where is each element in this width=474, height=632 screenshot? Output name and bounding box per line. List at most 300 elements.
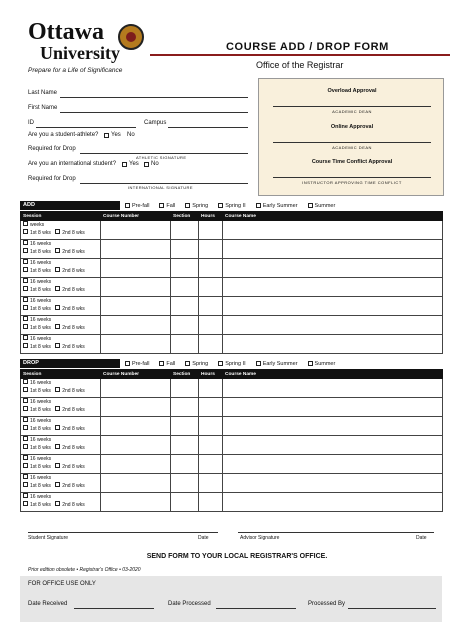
term-label: Summer (314, 360, 336, 367)
session-halves (23, 463, 98, 471)
first-half-label: 1st 8 wks (30, 501, 51, 508)
term-label: Pre-fall (132, 360, 150, 367)
course-name-cell[interactable] (223, 398, 443, 417)
checkbox[interactable] (308, 361, 313, 366)
hours-cell[interactable] (199, 398, 223, 417)
second-half-label: 2nd 8 wks (62, 305, 85, 312)
no-label: No (151, 161, 159, 167)
checkbox[interactable] (23, 455, 28, 460)
hours-cell[interactable] (199, 240, 223, 259)
date-label: Date (198, 535, 209, 541)
table-row (21, 455, 443, 474)
checkbox[interactable] (23, 474, 28, 479)
academic-dean-caption: ACADEMIC DEAN (332, 109, 372, 114)
student-signature-label: Student Signature (28, 535, 69, 541)
hours-cell[interactable] (199, 417, 223, 436)
athletic-signature-caption: ATHLETIC SIGNATURE (136, 155, 187, 160)
session-weeks[interactable] (23, 259, 98, 267)
checkbox[interactable] (23, 240, 28, 245)
checkbox[interactable] (218, 361, 223, 366)
session-halves (23, 444, 98, 452)
checkbox[interactable] (185, 203, 190, 208)
section-cell[interactable] (171, 455, 199, 474)
checkbox[interactable] (23, 436, 28, 441)
session-halves (23, 305, 98, 313)
session-weeks[interactable] (23, 474, 98, 482)
intl-signature-field[interactable] (80, 183, 248, 184)
checkbox[interactable] (23, 229, 28, 234)
add-term-options (120, 201, 442, 210)
section-cell[interactable] (171, 221, 199, 240)
drop-term-options (120, 359, 442, 368)
session-halves (23, 229, 98, 237)
weeks-label: 16 weeks (30, 399, 52, 405)
yes-label: Yes (129, 161, 139, 167)
course-name-cell[interactable] (223, 493, 443, 512)
hours-cell[interactable] (199, 379, 223, 398)
table-row (21, 240, 443, 259)
course-number-cell[interactable] (101, 398, 171, 417)
section-cell[interactable] (171, 379, 199, 398)
hours-cell[interactable] (199, 493, 223, 512)
first-half-label: 1st 8 wks (30, 343, 51, 350)
column-header-session: Session (21, 370, 101, 379)
course-number-cell[interactable] (101, 493, 171, 512)
checkbox[interactable] (308, 203, 313, 208)
checkbox[interactable] (23, 286, 28, 291)
table-row (21, 417, 443, 436)
first-half-label: 1st 8 wks (30, 406, 51, 413)
second-half-label: 2nd 8 wks (62, 286, 85, 293)
first-half-label: 1st 8 wks (30, 324, 51, 331)
intl-yes-option[interactable] (122, 161, 139, 167)
weeks-label: 16 weeks (30, 241, 52, 247)
logo-wordmark-sub: University (40, 43, 120, 63)
form-title: COURSE ADD / DROP FORM (226, 41, 389, 53)
course-number-cell[interactable] (101, 474, 171, 493)
add-term-option[interactable] (120, 201, 154, 210)
weeks-label: 16 weeks (30, 336, 52, 342)
advisor-signature-label: Advisor Signature (240, 535, 280, 541)
section-cell[interactable] (171, 240, 199, 259)
column-header-course-name: Course Name (223, 370, 443, 379)
checkbox[interactable] (55, 444, 60, 449)
session-cell (21, 398, 101, 417)
checkbox[interactable] (23, 463, 28, 468)
drop-term-option[interactable] (251, 359, 303, 368)
session-halves (23, 482, 98, 490)
section-cell[interactable] (171, 417, 199, 436)
add-term-option[interactable] (303, 201, 341, 210)
session-halves (23, 248, 98, 256)
checkbox[interactable] (55, 387, 60, 392)
column-header-course-number: Course Number (101, 370, 171, 379)
second-half-label: 2nd 8 wks (62, 425, 85, 432)
session-weeks[interactable] (23, 493, 98, 501)
session-cell (21, 493, 101, 512)
add-term-option[interactable] (213, 201, 250, 210)
checkbox[interactable] (256, 203, 261, 208)
hours-cell[interactable] (199, 455, 223, 474)
table-row (21, 493, 443, 512)
hours-cell[interactable] (199, 259, 223, 278)
course-name-cell[interactable] (223, 436, 443, 455)
overload-signature-line[interactable] (273, 106, 431, 107)
hours-cell[interactable] (199, 335, 223, 354)
athletic-signature-field[interactable] (80, 153, 248, 154)
academic-dean-caption: ACADEMIC DEAN (332, 145, 372, 150)
table-row (21, 259, 443, 278)
weeks-label: weeks (30, 222, 45, 228)
tagline: Prepare for a Life of Significance (28, 67, 123, 74)
session-halves (23, 286, 98, 294)
course-number-cell[interactable] (101, 335, 171, 354)
course-number-cell[interactable] (101, 417, 171, 436)
course-number-cell[interactable] (101, 259, 171, 278)
intl-signature-caption: INTERNATIONAL SIGNATURE (128, 185, 193, 190)
athlete-yes-option[interactable] (104, 132, 121, 138)
drop-course-table (20, 369, 443, 512)
session-weeks[interactable] (23, 316, 98, 324)
session-cell (21, 436, 101, 455)
date-received-label: Date Received (28, 601, 68, 607)
course-number-cell[interactable] (101, 240, 171, 259)
term-label: Spring (192, 202, 209, 209)
hours-cell[interactable] (199, 297, 223, 316)
second-half-label: 2nd 8 wks (62, 406, 85, 413)
table-row (21, 436, 443, 455)
session-cell (21, 259, 101, 278)
course-name-cell[interactable] (223, 379, 443, 398)
first-half-label: 1st 8 wks (30, 286, 51, 293)
checkbox[interactable] (23, 406, 28, 411)
session-weeks[interactable] (23, 335, 98, 343)
table-row (21, 297, 443, 316)
checkbox[interactable] (122, 162, 127, 167)
session-halves (23, 324, 98, 332)
checkbox[interactable] (23, 379, 28, 384)
checkbox[interactable] (218, 203, 223, 208)
section-cell[interactable] (171, 398, 199, 417)
checkbox[interactable] (23, 482, 28, 487)
section-cell[interactable] (171, 335, 199, 354)
logo-wordmark: Ottawa (28, 19, 104, 45)
date-received-field[interactable] (74, 608, 154, 609)
checkbox[interactable] (23, 305, 28, 310)
checkbox[interactable] (23, 444, 28, 449)
drop-term-option[interactable] (154, 359, 180, 368)
add-section-bar (20, 201, 442, 210)
column-header-hours: Hours (199, 212, 223, 221)
first-half-label: 1st 8 wks (30, 267, 51, 274)
checkbox[interactable] (185, 361, 190, 366)
checkbox[interactable] (23, 278, 28, 283)
student-signature-field[interactable] (28, 532, 218, 533)
drop-table-header (21, 370, 443, 379)
university-seal-icon (118, 24, 144, 50)
hours-cell[interactable] (199, 278, 223, 297)
course-number-cell[interactable] (101, 436, 171, 455)
online-approval-title: Online Approval (330, 124, 374, 130)
term-label: Spring II (225, 360, 246, 367)
hours-cell[interactable] (199, 474, 223, 493)
checkbox[interactable] (23, 316, 28, 321)
required-drop-label-2: Required for Drop (28, 176, 76, 182)
drop-term-option[interactable] (120, 359, 154, 368)
section-cell[interactable] (171, 259, 199, 278)
first-half-label: 1st 8 wks (30, 425, 51, 432)
weeks-label: 16 weeks (30, 279, 52, 285)
office-name: Office of the Registrar (256, 60, 344, 70)
last-name-field[interactable] (60, 97, 248, 98)
course-number-cell[interactable] (101, 455, 171, 474)
first-half-label: 1st 8 wks (30, 444, 51, 451)
session-weeks[interactable] (23, 240, 98, 248)
second-half-label: 2nd 8 wks (62, 343, 85, 350)
section-cell[interactable] (171, 297, 199, 316)
weeks-label: 16 weeks (30, 494, 52, 500)
office-use-title: FOR OFFICE USE ONLY (28, 581, 96, 587)
online-signature-line[interactable] (273, 142, 431, 143)
id-field[interactable] (36, 127, 136, 128)
course-name-cell[interactable] (223, 278, 443, 297)
weeks-label: 16 weeks (30, 475, 52, 481)
processed-by-label: Processed By (308, 601, 346, 607)
section-cell[interactable] (171, 493, 199, 512)
hours-cell[interactable] (199, 316, 223, 335)
yes-label: Yes (111, 132, 121, 138)
course-name-cell[interactable] (223, 335, 443, 354)
course-name-cell[interactable] (223, 316, 443, 335)
session-cell (21, 379, 101, 398)
checkbox[interactable] (55, 305, 60, 310)
weeks-label: 16 weeks (30, 380, 52, 386)
checkbox[interactable] (23, 259, 28, 264)
session-cell (21, 240, 101, 259)
term-label: Fall (166, 202, 176, 209)
session-cell (21, 474, 101, 493)
add-label: ADD (23, 202, 35, 208)
title-rule (150, 54, 450, 56)
course-name-cell[interactable] (223, 259, 443, 278)
course-name-cell[interactable] (223, 221, 443, 240)
course-number-cell[interactable] (101, 221, 171, 240)
instructor-caption: INSTRUCTOR APPROVING TIME CONFLICT (302, 180, 402, 185)
table-row (21, 278, 443, 297)
column-header-course-name: Course Name (223, 212, 443, 221)
drop-term-option[interactable] (303, 359, 341, 368)
course-number-cell[interactable] (101, 379, 171, 398)
campus-field[interactable] (168, 127, 248, 128)
checkbox[interactable] (23, 221, 28, 226)
athlete-question: Are you a student-athlete? (28, 132, 99, 138)
checkbox[interactable] (55, 286, 60, 291)
checkbox[interactable] (104, 133, 109, 138)
checkbox[interactable] (23, 297, 28, 302)
send-instruction: SEND FORM TO YOUR LOCAL REGISTRAR'S OFFICE. (146, 553, 328, 560)
session-halves (23, 425, 98, 433)
session-weeks[interactable] (23, 455, 98, 463)
section-cell[interactable] (171, 278, 199, 297)
edition-note: Prior edition obsolete • Registrar's Office • 03-2020 (28, 567, 141, 573)
session-cell (21, 335, 101, 354)
checkbox[interactable] (55, 229, 60, 234)
session-weeks[interactable] (23, 417, 98, 425)
drop-section-bar (20, 359, 442, 368)
session-weeks[interactable] (23, 278, 98, 286)
second-half-label: 2nd 8 wks (62, 248, 85, 255)
checkbox[interactable] (55, 425, 60, 430)
term-label: Early Summer (262, 360, 298, 367)
section-cell[interactable] (171, 316, 199, 335)
overload-approval-title: Overload Approval (327, 88, 377, 94)
first-half-label: 1st 8 wks (30, 305, 51, 312)
approvals-box (258, 78, 444, 196)
term-label: Spring (192, 360, 209, 367)
checkbox[interactable] (23, 417, 28, 422)
session-halves (23, 267, 98, 275)
conflict-approval-title: Course Time Conflict Approval (311, 159, 393, 165)
table-row (21, 398, 443, 417)
last-name-label: Last Name (28, 90, 58, 96)
weeks-label: 16 weeks (30, 456, 52, 462)
checkbox[interactable] (55, 248, 60, 253)
drop-label: DROP (23, 360, 39, 366)
session-cell (21, 221, 101, 240)
campus-label: Campus (144, 120, 167, 126)
course-name-cell[interactable] (223, 417, 443, 436)
checkbox[interactable] (55, 501, 60, 506)
conflict-signature-line[interactable] (273, 177, 431, 178)
processed-by-field[interactable] (348, 608, 436, 609)
session-halves (23, 501, 98, 509)
checkbox[interactable] (23, 493, 28, 498)
drop-term-option[interactable] (180, 359, 213, 368)
checkbox[interactable] (159, 203, 164, 208)
checkbox[interactable] (55, 463, 60, 468)
course-number-cell[interactable] (101, 278, 171, 297)
id-label: ID (28, 120, 34, 126)
table-row (21, 474, 443, 493)
checkbox[interactable] (55, 324, 60, 329)
session-cell (21, 278, 101, 297)
checkbox[interactable] (55, 482, 60, 487)
checkbox[interactable] (23, 398, 28, 403)
second-half-label: 2nd 8 wks (62, 229, 85, 236)
term-label: Spring II (225, 202, 246, 209)
session-weeks[interactable] (23, 379, 98, 387)
table-row (21, 221, 443, 240)
weeks-label: 16 weeks (30, 317, 52, 323)
weeks-label: 16 weeks (30, 418, 52, 424)
table-row (21, 316, 443, 335)
checkbox[interactable] (23, 248, 28, 253)
date-label: Date (416, 535, 427, 541)
second-half-label: 2nd 8 wks (62, 501, 85, 508)
session-weeks[interactable] (23, 398, 98, 406)
checkbox[interactable] (125, 361, 130, 366)
add-term-option[interactable] (154, 201, 180, 210)
first-name-field[interactable] (60, 112, 248, 113)
table-row (21, 379, 443, 398)
weeks-label: 16 weeks (30, 437, 52, 443)
section-cell[interactable] (171, 436, 199, 455)
first-name-label: First Name (28, 105, 58, 111)
checkbox[interactable] (23, 387, 28, 392)
checkbox[interactable] (125, 203, 130, 208)
course-number-cell[interactable] (101, 297, 171, 316)
term-label: Summer (314, 202, 336, 209)
first-half-label: 1st 8 wks (30, 482, 51, 489)
date-processed-label: Date Processed (168, 601, 211, 607)
checkbox[interactable] (55, 343, 60, 348)
course-name-cell[interactable] (223, 455, 443, 474)
session-cell (21, 297, 101, 316)
section-cell[interactable] (171, 474, 199, 493)
session-halves (23, 387, 98, 395)
intl-no-option[interactable] (144, 161, 159, 167)
hours-cell[interactable] (199, 221, 223, 240)
checkbox[interactable] (23, 335, 28, 340)
session-weeks[interactable] (23, 436, 98, 444)
session-halves (23, 343, 98, 351)
add-term-option[interactable] (251, 201, 303, 210)
checkbox[interactable] (23, 324, 28, 329)
second-half-label: 2nd 8 wks (62, 482, 85, 489)
session-cell (21, 417, 101, 436)
first-half-label: 1st 8 wks (30, 463, 51, 470)
intl-question: Are you an international student? (28, 161, 117, 167)
session-weeks[interactable] (23, 221, 98, 229)
checkbox[interactable] (23, 501, 28, 506)
checkbox[interactable] (23, 343, 28, 348)
checkbox[interactable] (23, 267, 28, 272)
term-label: Early Summer (262, 202, 298, 209)
weeks-label: 16 weeks (30, 260, 52, 266)
session-cell (21, 316, 101, 335)
checkbox[interactable] (55, 267, 60, 272)
first-half-label: 1st 8 wks (30, 229, 51, 236)
second-half-label: 2nd 8 wks (62, 463, 85, 470)
date-processed-field[interactable] (216, 608, 296, 609)
drop-term-option[interactable] (213, 359, 250, 368)
add-term-option[interactable] (180, 201, 213, 210)
term-label: Fall (166, 360, 176, 367)
checkbox[interactable] (256, 361, 261, 366)
second-half-label: 2nd 8 wks (62, 267, 85, 274)
checkbox[interactable] (159, 361, 164, 366)
advisor-signature-field[interactable] (238, 532, 434, 533)
column-header-section: Section (171, 212, 199, 221)
session-weeks[interactable] (23, 297, 98, 305)
checkbox[interactable] (144, 162, 149, 167)
hours-cell[interactable] (199, 436, 223, 455)
checkbox[interactable] (55, 406, 60, 411)
table-row (21, 335, 443, 354)
athlete-no-label: No (127, 132, 135, 138)
course-name-cell[interactable] (223, 240, 443, 259)
course-name-cell[interactable] (223, 474, 443, 493)
session-cell (21, 455, 101, 474)
add-table-header (21, 212, 443, 221)
checkbox[interactable] (23, 425, 28, 430)
second-half-label: 2nd 8 wks (62, 387, 85, 394)
weeks-label: 16 weeks (30, 298, 52, 304)
column-header-hours: Hours (199, 370, 223, 379)
course-number-cell[interactable] (101, 316, 171, 335)
second-half-label: 2nd 8 wks (62, 444, 85, 451)
course-name-cell[interactable] (223, 297, 443, 316)
